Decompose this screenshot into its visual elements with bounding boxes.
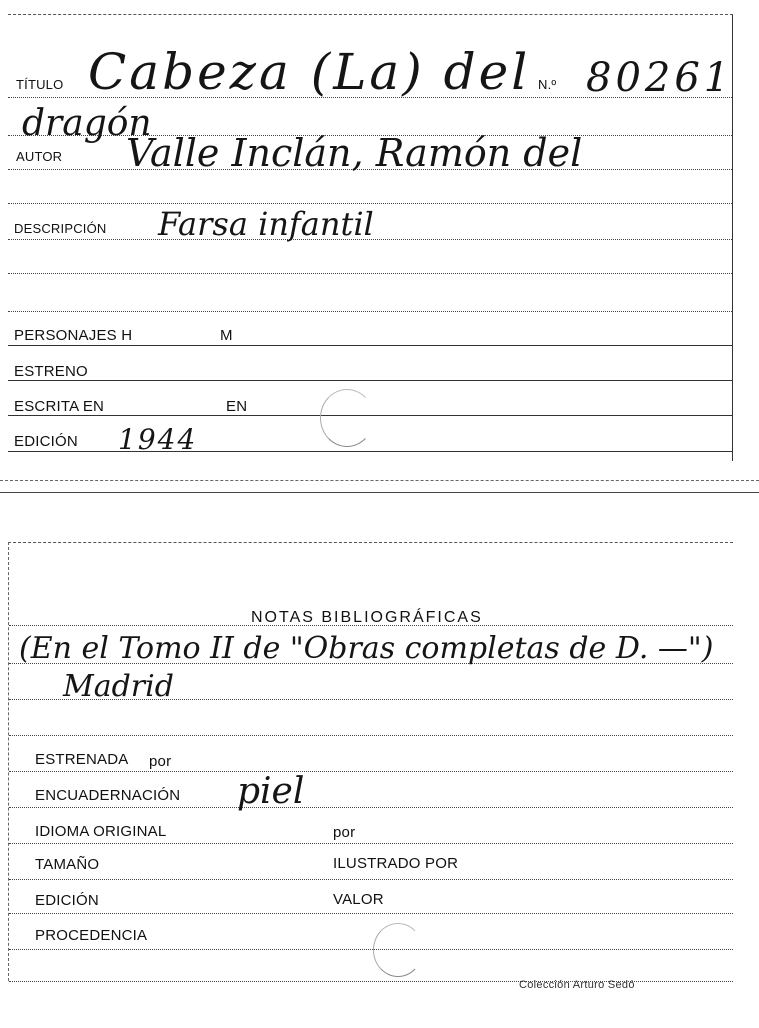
ruled-line — [8, 345, 732, 346]
valor-label: VALOR — [333, 891, 384, 908]
descripcion-label: DESCRIPCIÓN — [14, 221, 107, 236]
estreno-label: ESTRENO — [14, 363, 88, 380]
catalog-card-front — [8, 14, 733, 461]
ruled-line — [8, 203, 732, 204]
edicion-value: 1944 — [118, 423, 198, 456]
stamp-mark — [373, 923, 423, 977]
ruled-line — [9, 843, 733, 844]
escrita-en-label: EN — [226, 398, 248, 415]
ruled-line — [8, 380, 732, 381]
ruled-line — [9, 771, 733, 772]
tamano-label: TAMAÑO — [35, 856, 100, 873]
notas-heading: NOTAS BIBLIOGRÁFICAS — [251, 609, 483, 626]
ilustrado-por-label: ILUSTRADO POR — [333, 855, 459, 872]
ruled-line — [9, 879, 733, 880]
ruled-line — [9, 913, 733, 914]
edicion-label: EDICIÓN — [14, 433, 78, 450]
encuadernacion-label: ENCUADERNACIÓN — [35, 787, 181, 804]
ruled-line — [8, 311, 732, 312]
numero-label: N.º — [538, 77, 557, 92]
encuadernacion-value: piel — [237, 771, 305, 812]
titulo-value: Cabeza (La) del — [88, 43, 531, 101]
card-separator — [0, 492, 759, 493]
collection-credit: Colección Arturo Sedó — [519, 979, 635, 991]
titulo-value-continued: dragón — [22, 103, 152, 144]
procedencia-label: PROCEDENCIA — [35, 927, 148, 944]
estrenada-por-label: por — [149, 753, 172, 770]
autor-value: Valle Inclán, Ramón del — [126, 131, 583, 175]
estrenada-label: ESTRENADA — [35, 751, 129, 768]
edicion-back-label: EDICIÓN — [35, 892, 99, 909]
personajes-m-label: M — [220, 327, 233, 344]
numero-value: 80261 — [586, 55, 734, 101]
ruled-line — [8, 451, 732, 452]
card-cut-line — [0, 480, 759, 481]
personajes-label: PERSONAJES H — [14, 327, 133, 344]
notas-line-1: (En el Tomo II de "Obras completas de D. —") — [19, 631, 714, 666]
escrita-label: ESCRITA EN — [14, 398, 105, 415]
catalog-card-back — [8, 542, 733, 991]
ruled-line — [8, 273, 732, 274]
ruled-line — [9, 735, 733, 736]
ruled-line — [9, 949, 733, 950]
notas-line-2: Madrid — [63, 669, 174, 704]
idioma-original-label: IDIOMA ORIGINAL — [35, 823, 167, 840]
descripcion-value: Farsa infantil — [158, 205, 374, 243]
idioma-por-label: por — [333, 824, 356, 841]
titulo-label: TÍTULO — [16, 77, 64, 92]
autor-label: AUTOR — [16, 149, 63, 164]
stamp-mark — [320, 389, 374, 447]
ruled-line — [9, 807, 733, 808]
